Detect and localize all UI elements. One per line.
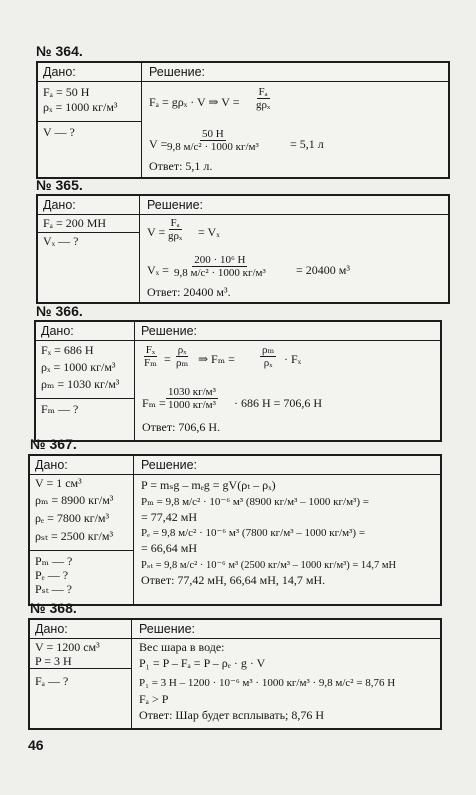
given-line: Fₓ = 686 Н: [41, 343, 94, 357]
given-label: Дано:: [43, 198, 76, 212]
formula: = Vₓ: [198, 225, 220, 239]
given-line: ρₑ = 7800 кг/м³: [35, 511, 110, 525]
problem-364-table: [36, 61, 450, 179]
answer: Ответ: 5,1 л.: [149, 159, 213, 173]
problem-367-table: [28, 454, 442, 606]
given-line: V = 1 см³: [35, 476, 82, 490]
formula: Pₛₜ = 9,8 м/с² · 10⁻⁶ м³ (2500 кг/м³ – 1000 кг/м³) = 14,7 мН: [141, 560, 397, 571]
fraction: Fₐ gρₓ: [256, 86, 271, 111]
answer: Ответ: 77,42 мН, 66,64 мН, 14,7 мН.: [141, 573, 326, 587]
formula: Pₘ = 9,8 м/с² · 10⁻⁶ м³ (8900 кг/м³ – 1000 кг/м³) =: [141, 496, 369, 508]
formula: V =: [149, 137, 168, 151]
fraction: $\frac{\text{ρₘ}}{\text{ρₓ}}$: [262, 344, 275, 369]
page-number: 46: [28, 737, 44, 753]
problem-365-table: [36, 194, 450, 304]
answer: Ответ: Шар будет всплывать; 8,76 Н: [139, 708, 325, 722]
formula: Fₐ > P: [139, 692, 169, 706]
formula: P₁ = P – Fₐ = P – ρₑ · g · V: [139, 656, 266, 670]
table-header: [38, 63, 448, 82]
formula: ⇒ Fₘ =: [198, 352, 235, 366]
answer: Ответ: 20400 м³.: [147, 285, 231, 299]
find-line: Vₓ — ?: [43, 234, 79, 248]
problem-number-364: № 364.: [36, 43, 83, 59]
problem-366-table: Дано: Решение: Fₓ = 686 Н ρₓ = 1000 кг/м³ ρₘ = 1030 кг/м³ Fₘ — ? $\frac{\text{Fₓ}}{\text{Fₘ}}$ = $\frac{\text{ρₓ}}{\text{ρₘ}}$ ⇒ Fₘ = $\frac{\text{ρₘ}}{\text{ρₓ}}$ · Fₓ Fₘ = 1030 кг/м³ 1000 кг/м³ · 686 Н = 706,6 Н Ответ: 706,6 Н.: [34, 320, 442, 442]
problem-number-367: № 367.: [30, 436, 77, 452]
answer: Ответ: 706,6 Н.: [142, 420, 221, 434]
fraction: 200 · 10⁶ Н 9,8 м/с² · 1000 кг/м³: [174, 254, 266, 279]
solution-label: Решение:: [149, 65, 206, 79]
given-line: ρₓ = 1000 кг/м³: [43, 100, 118, 114]
formula: Fₐ = gρₓ · V ⇒ V =: [149, 95, 240, 109]
problem-number-366: № 366.: [36, 303, 83, 319]
fraction: $\frac{\text{ρₓ}}{\text{ρₘ}}$: [176, 344, 189, 369]
given-label: Дано:: [41, 324, 74, 338]
given-line: ρₘ = 1030 кг/м³: [41, 377, 120, 391]
fraction: 50 Н 9,8 м/с² · 1000 кг/м³: [167, 128, 259, 153]
given-line: ρₘ = 8900 кг/м³: [35, 493, 114, 507]
find-line: Pₛₜ — ?: [35, 582, 73, 596]
given-line: P = 3 Н: [35, 654, 72, 668]
problem-number-368: № 368.: [30, 600, 77, 616]
given-line: ρₓ = 1000 кг/м³: [41, 360, 116, 374]
fraction: 1030 кг/м³ 1000 кг/м³: [168, 386, 216, 411]
solution-line: Вес шара в воде:: [139, 640, 225, 654]
fraction: Fₐ gρₓ: [168, 217, 183, 242]
formula: P = mₛg – mₑg = gV(ρₜ – ρₓ): [141, 478, 276, 492]
given-label: Дано:: [35, 458, 68, 472]
formula: V =: [147, 225, 166, 239]
find-line: Pₘ — ?: [35, 554, 73, 568]
formula-result: = 20400 м³: [296, 263, 350, 277]
solution-label: Решение:: [141, 458, 198, 472]
find-line: Pₑ — ?: [35, 568, 69, 582]
given-label: Дано:: [35, 622, 68, 636]
formula-result: · 686 Н = 706,6 Н: [234, 396, 323, 410]
given-line: V = 1200 см³: [35, 640, 100, 654]
find-line: Fₐ — ?: [35, 674, 69, 688]
find-line: Fₘ — ?: [41, 402, 79, 416]
solution-label: Решение:: [139, 622, 196, 636]
formula-result: P₁ = 3 Н – 1200 · 10⁻⁶ м³ · 1000 кг/м³ · 9,8 м/с² = 8,76 Н: [139, 677, 396, 689]
problem-368-table: [28, 618, 442, 730]
fraction: $\frac{\text{Fₓ}}{\text{Fₘ}}$: [144, 344, 157, 369]
find-line: V — ?: [43, 125, 75, 139]
given-line: ρₛₜ = 2500 кг/м³: [35, 529, 114, 543]
formula: Pₑ = 9,8 м/с² · 10⁻⁶ м³ (7800 кг/м³ – 1000 кг/м³) =: [141, 527, 366, 539]
formula: · Fₓ: [284, 352, 302, 366]
formula: Fₘ =: [142, 396, 166, 410]
solution-label: Решение:: [141, 324, 198, 338]
solution-label: Решение:: [147, 198, 204, 212]
given-line: Fₐ = 50 Н: [43, 85, 90, 99]
problem-number-365: № 365.: [36, 177, 83, 193]
formula-result: = 77,42 мН: [141, 510, 198, 524]
formula-result: = 5,1 л: [290, 137, 324, 151]
formula-result: = 66,64 мН: [141, 541, 198, 555]
given-label: Дано:: [43, 65, 76, 79]
given-line: Fₐ = 200 МН: [43, 216, 107, 230]
formula: Vₓ =: [147, 263, 169, 277]
